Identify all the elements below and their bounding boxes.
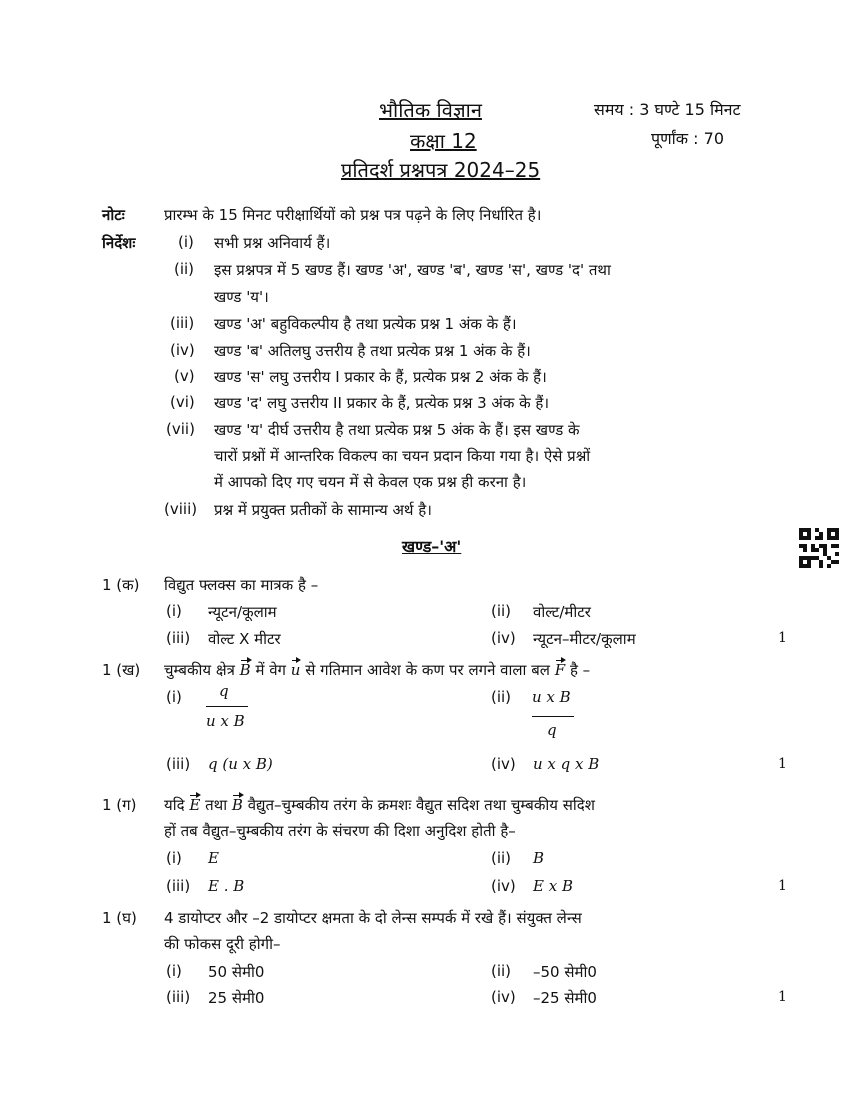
- qr-code-icon: [799, 528, 839, 568]
- question-text: विद्युत फ्लक्स का मात्रक है –: [164, 576, 319, 594]
- instructions-label: निर्देशः: [102, 234, 136, 252]
- fraction-bar: [206, 706, 248, 707]
- section-title: खण्ड–'अ': [402, 537, 462, 556]
- marks: 1: [778, 630, 787, 646]
- question-text: 4 डायोप्टर और –2 डायोप्टर क्षमता के दो लेन्स सम्पर्क में रखे हैं। संयुक्त लेन्स: [164, 909, 582, 927]
- option-text: E . B: [208, 877, 245, 895]
- option-text: u x q x B: [533, 755, 600, 773]
- instruction-text: चारों प्रश्नों में आन्तरिक विकल्प का चयन प्रदान किया गया है। ऐसे प्रश्नों: [214, 447, 591, 465]
- marks-label: पूर्णांक : 70: [651, 129, 725, 148]
- question-text: हों तब वैद्युत–चुम्बकीय तरंग के संचरण की दिशा अनुदिश होती है–: [164, 822, 516, 840]
- option-num: (iv): [491, 988, 516, 1006]
- fraction-denominator: u x B: [206, 712, 245, 730]
- note-label: नोटः: [102, 206, 125, 224]
- instruction-text: सभी प्रश्न अनिवार्य हैं।: [214, 234, 331, 252]
- option-num: (i): [166, 962, 182, 980]
- instruction-text: खण्ड 'ब' अतिलघु उत्तरीय है तथा प्रत्येक प्रश्न 1 अंक के हैं।: [214, 342, 531, 360]
- option-text: –50 सेमी0: [533, 963, 597, 981]
- option-text: वोल्ट/मीटर: [533, 603, 591, 621]
- option-num: (i): [166, 602, 182, 620]
- instruction-text: खण्ड 'य'।: [214, 288, 269, 306]
- marks: 1: [778, 756, 787, 772]
- option-num: (ii): [491, 849, 512, 867]
- option-num: (iv): [491, 629, 516, 647]
- paper-title: प्रतिदर्श प्रश्नपत्र 2024–25: [341, 158, 541, 182]
- option-num: (ii): [491, 688, 512, 706]
- option-text: E: [208, 849, 219, 867]
- instruction-text: खण्ड 'अ' बहुविकल्पीय है तथा प्रत्येक प्रश्न 1 अंक के हैं।: [214, 315, 517, 333]
- marks: 1: [778, 878, 787, 894]
- note-text: प्रारम्भ के 15 मिनट परीक्षार्थियों को प्रश्न पत्र पढ़ने के लिए निर्धारित है।: [164, 206, 542, 224]
- instruction-text: इस प्रश्नपत्र में 5 खण्ड हैं। खण्ड 'अ', खण्ड 'ब', खण्ड 'स', खण्ड 'द' तथा: [214, 261, 611, 279]
- option-text: –25 सेमी0: [533, 989, 597, 1007]
- instruction-num: (vii): [166, 420, 195, 438]
- option-num: (iii): [166, 629, 191, 647]
- fraction-bar: [532, 716, 574, 717]
- fraction-numerator: q: [219, 682, 229, 700]
- question-text: यदि E तथा B वैद्युत–चुम्बकीय तरंग के क्रमशः वैद्युत सदिश तथा चुम्बकीय सदिश: [164, 796, 595, 814]
- instruction-text: खण्ड 'य' दीर्घ उत्तरीय है तथा प्रत्येक प्रश्न 5 अंक के हैं। इस खण्ड के: [214, 421, 580, 439]
- marks: 1: [778, 989, 787, 1005]
- fraction-numerator: u x B: [532, 688, 571, 706]
- instruction-text: प्रश्न में प्रयुक्त प्रतीकों के सामान्य अर्थ है।: [214, 501, 432, 519]
- instruction-num: (i): [178, 233, 194, 251]
- instruction-text: में आपको दिए गए चयन में से केवल एक प्रश्न ही करना है।: [214, 473, 527, 491]
- option-num: (iii): [166, 755, 191, 773]
- fraction-denominator: q: [547, 721, 557, 739]
- option-num: (ii): [491, 962, 512, 980]
- question-text: चुम्बकीय क्षेत्र B में वेग u से गतिमान आवेश के कण पर लगने वाला बल F है –: [164, 661, 591, 679]
- option-text: न्यूटन–मीटर/कूलाम: [533, 630, 636, 648]
- option-num: (iii): [166, 988, 191, 1006]
- instruction-num: (iv): [170, 341, 195, 359]
- option-num: (i): [166, 688, 182, 706]
- instruction-num: (iii): [170, 314, 195, 332]
- option-text: न्यूटन/कूलाम: [208, 603, 277, 621]
- question-text: की फोकस दूरी होगी–: [164, 935, 281, 953]
- question-number: 1 (ख): [102, 661, 141, 679]
- option-text: वोल्ट X मीटर: [208, 630, 281, 648]
- question-number: 1 (क): [102, 576, 140, 594]
- time-label: समय : 3 घण्टे 15 मिनट: [594, 100, 741, 119]
- option-text: 25 सेमी0: [208, 989, 265, 1007]
- option-num: (ii): [491, 602, 512, 620]
- instruction-num: (ii): [174, 260, 195, 278]
- option-num: (iv): [491, 877, 516, 895]
- option-text: E x B: [533, 877, 573, 895]
- class-title: कक्षा 12: [410, 129, 477, 153]
- option-text: q (u x B): [208, 755, 273, 773]
- instruction-text: खण्ड 'द' लघु उत्तरीय II प्रकार के हैं, प्रत्येक प्रश्न 3 अंक के हैं।: [214, 394, 550, 412]
- option-num: (iv): [491, 755, 516, 773]
- option-text: B: [533, 849, 545, 867]
- instruction-num: (vi): [170, 393, 195, 411]
- option-num: (i): [166, 849, 182, 867]
- instruction-text: खण्ड 'स' लघु उत्तरीय I प्रकार के हैं, प्रत्येक प्रश्न 2 अंक के हैं।: [214, 368, 547, 386]
- subject-title: भौतिक विज्ञान: [379, 98, 482, 122]
- instruction-num: (v): [174, 367, 195, 385]
- question-number: 1 (घ): [102, 909, 137, 927]
- question-number: 1 (ग): [102, 796, 137, 814]
- instruction-num: (viii): [164, 500, 198, 518]
- option-num: (iii): [166, 877, 191, 895]
- option-text: 50 सेमी0: [208, 963, 265, 981]
